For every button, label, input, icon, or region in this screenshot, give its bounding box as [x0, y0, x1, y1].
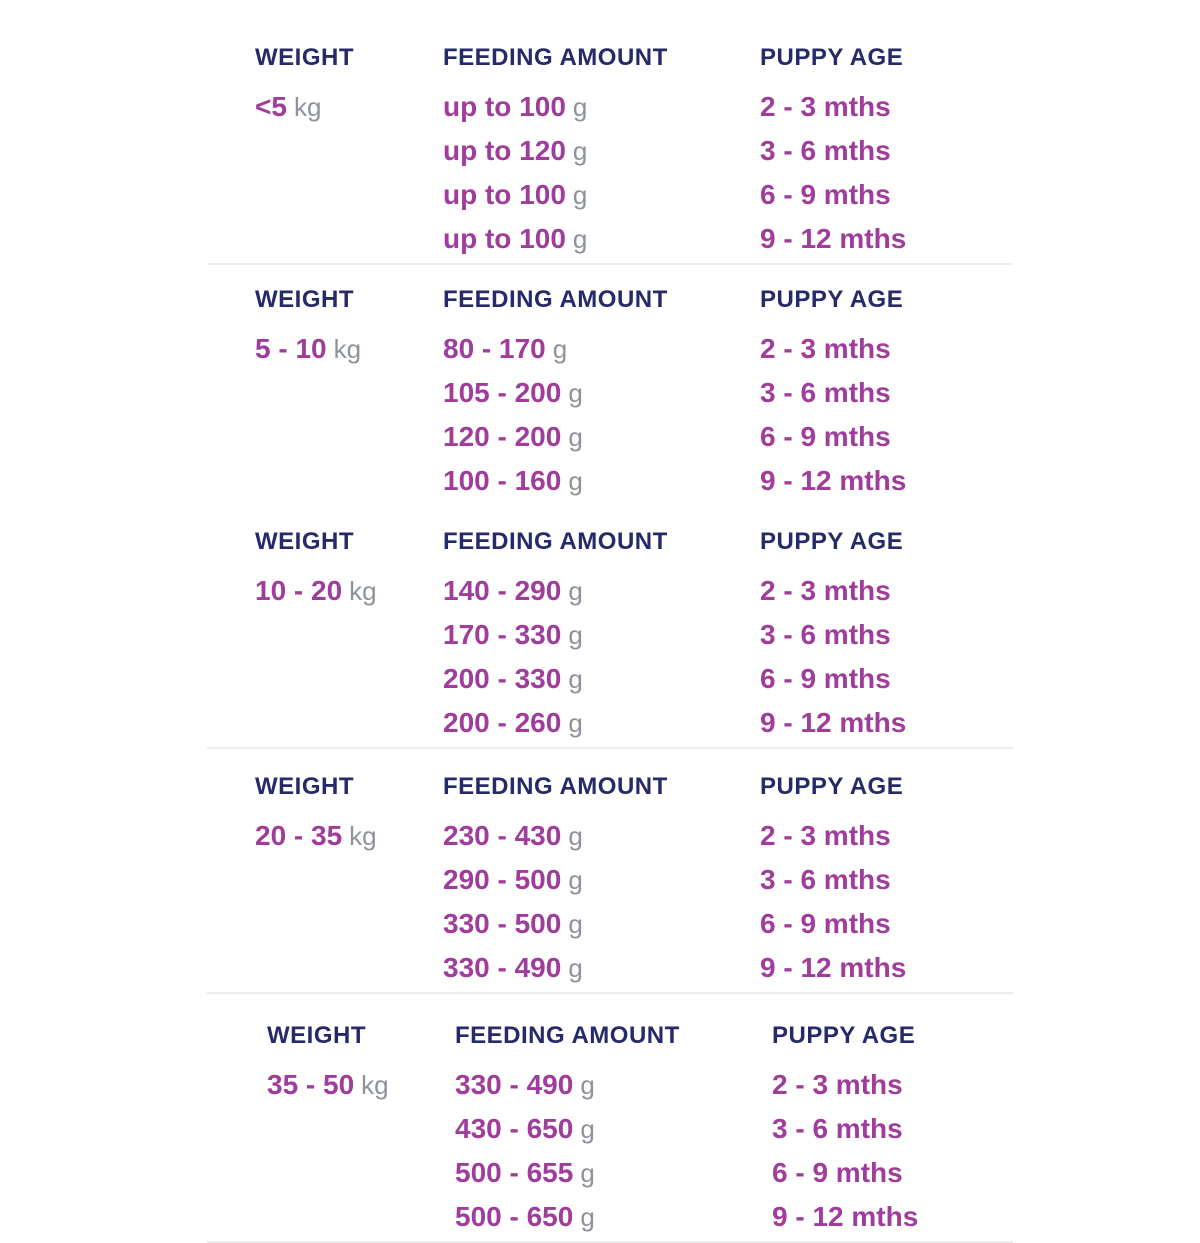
feeding-amount-unit: g [568, 620, 583, 650]
table-row [255, 860, 1013, 904]
puppy-age-value: 3 - 6 mths [760, 135, 891, 166]
section-header-row [255, 45, 1013, 71]
weight-section [207, 994, 1013, 1243]
feeding-amount-unit: g [580, 1070, 595, 1100]
puppy-age-cell [760, 219, 1013, 263]
puppy-age-value: 2 - 3 mths [760, 91, 891, 122]
feeding-amount-value: 80 - 170 [443, 333, 546, 364]
puppy-age-value: 6 - 9 mths [760, 421, 891, 452]
feeding-amount-value: 100 - 160 [443, 465, 562, 496]
weight-value: 20 - 35 [255, 820, 343, 851]
feeding-amount-cell [443, 615, 760, 659]
weight-section [207, 265, 1013, 505]
puppy-age-cell [760, 860, 1013, 904]
feeding-amount-value: 120 - 200 [443, 421, 562, 452]
feeding-amount-value: up to 120 [443, 135, 566, 166]
feeding-amount-cell [455, 1109, 772, 1153]
puppy-age-value: 2 - 3 mths [760, 575, 891, 606]
weight-value: 35 - 50 [267, 1069, 355, 1100]
feeding-amount-cell [443, 175, 760, 219]
feeding-amount-value: 200 - 260 [443, 707, 562, 738]
weight-value: 10 - 20 [255, 575, 343, 606]
feeding-amount-unit: g [552, 334, 568, 364]
feeding-amount-value: up to 100 [443, 223, 566, 254]
puppy-age-header: PUPPY AGE [772, 1022, 916, 1049]
puppy-age-cell [760, 461, 1013, 505]
feeding-amount-cell [443, 417, 760, 461]
puppy-age-value: 6 - 9 mths [760, 908, 891, 939]
puppy-age-header: PUPPY AGE [760, 528, 904, 555]
puppy-age-value: 9 - 12 mths [760, 952, 907, 983]
puppy-age-cell [772, 1197, 1013, 1241]
table-row [267, 1109, 1013, 1153]
weight-value: <5 [255, 91, 287, 122]
weight-cell [255, 703, 443, 747]
weight-header: WEIGHT [255, 773, 354, 800]
feeding-amount-cell [443, 571, 760, 615]
table-row [255, 417, 1013, 461]
table-row [255, 87, 1013, 131]
feeding-amount-unit: g [568, 821, 583, 851]
feeding-amount-unit: g [568, 664, 583, 694]
feeding-amount-unit: g [580, 1114, 595, 1144]
weight-section [207, 0, 1013, 265]
weight-cell [255, 571, 443, 615]
weight-cell [255, 175, 443, 219]
feeding-amount-unit: g [568, 953, 583, 983]
puppy-age-value: 3 - 6 mths [760, 619, 891, 650]
section-header-row [255, 529, 1013, 555]
weight-unit: kg [361, 1070, 389, 1100]
puppy-age-cell [760, 703, 1013, 747]
feeding-amount-value: 105 - 200 [443, 377, 562, 408]
table-row [255, 703, 1013, 747]
feeding-amount-cell [455, 1065, 772, 1109]
weight-header: WEIGHT [267, 1022, 366, 1049]
feeding-amount-value: 330 - 490 [443, 952, 562, 983]
weight-value: 5 - 10 [255, 333, 327, 364]
feeding-amount-cell [443, 860, 760, 904]
table-row [255, 659, 1013, 703]
weight-cell [255, 131, 443, 175]
table-row [255, 175, 1013, 219]
puppy-age-cell [760, 131, 1013, 175]
weight-header: WEIGHT [255, 44, 354, 71]
puppy-age-value: 2 - 3 mths [760, 820, 891, 851]
weight-header: WEIGHT [255, 286, 354, 313]
puppy-age-header: PUPPY AGE [760, 44, 904, 71]
weight-unit: kg [333, 334, 362, 364]
weight-section [207, 749, 1013, 994]
table-row [255, 461, 1013, 505]
weight-cell [255, 948, 443, 992]
feeding-amount-unit: g [572, 92, 588, 122]
weight-cell [267, 1153, 455, 1197]
weight-cell [255, 659, 443, 703]
feeding-amount-value: 330 - 500 [443, 908, 562, 939]
feeding-amount-cell [443, 329, 760, 373]
feeding-amount-cell [443, 87, 760, 131]
puppy-age-value: 3 - 6 mths [772, 1113, 903, 1144]
feeding-amount-unit: g [568, 378, 583, 408]
puppy-age-cell [760, 571, 1013, 615]
puppy-age-value: 2 - 3 mths [760, 333, 891, 364]
section-header-row [267, 1023, 1013, 1049]
feeding-amount-unit: g [568, 865, 583, 895]
puppy-age-cell [760, 659, 1013, 703]
feeding-amount-unit: g [568, 909, 583, 939]
feeding-amount-value: 290 - 500 [443, 864, 562, 895]
puppy-age-value: 9 - 12 mths [760, 465, 907, 496]
feeding-amount-unit: g [572, 224, 588, 254]
feeding-amount-cell [443, 131, 760, 175]
puppy-age-cell [760, 948, 1013, 992]
weight-cell [255, 816, 443, 860]
feeding-amount-value: up to 100 [443, 91, 566, 122]
weight-cell [255, 219, 443, 263]
feeding-amount-header: FEEDING AMOUNT [443, 286, 668, 313]
feeding-amount-unit: g [568, 422, 583, 452]
table-row [255, 329, 1013, 373]
weight-cell [255, 373, 443, 417]
puppy-age-cell [760, 87, 1013, 131]
feeding-amount-header: FEEDING AMOUNT [443, 44, 668, 71]
feeding-amount-cell [443, 373, 760, 417]
weight-cell [255, 615, 443, 659]
feeding-amount-header: FEEDING AMOUNT [443, 773, 668, 800]
table-row [255, 373, 1013, 417]
feeding-amount-cell [443, 904, 760, 948]
puppy-age-value: 3 - 6 mths [760, 377, 891, 408]
puppy-age-value: 6 - 9 mths [760, 663, 891, 694]
puppy-age-value: 9 - 12 mths [760, 223, 907, 254]
puppy-age-cell [760, 417, 1013, 461]
weight-unit: kg [349, 821, 377, 851]
table-row [255, 816, 1013, 860]
feeding-amount-unit: g [580, 1202, 595, 1232]
table-row [267, 1065, 1013, 1109]
feeding-guide-table [207, 0, 1013, 1243]
feeding-amount-value: 230 - 430 [443, 820, 562, 851]
weight-cell [267, 1065, 455, 1109]
puppy-age-cell [760, 816, 1013, 860]
table-row [255, 571, 1013, 615]
section-header-row [255, 774, 1013, 800]
puppy-age-header: PUPPY AGE [760, 286, 904, 313]
weight-section [207, 505, 1013, 749]
table-row [255, 219, 1013, 263]
feeding-amount-cell [455, 1197, 772, 1241]
feeding-amount-value: 140 - 290 [443, 575, 562, 606]
puppy-age-value: 2 - 3 mths [772, 1069, 903, 1100]
puppy-age-value: 6 - 9 mths [760, 179, 891, 210]
feeding-amount-unit: g [568, 576, 583, 606]
puppy-age-value: 9 - 12 mths [772, 1201, 919, 1232]
feeding-amount-unit: g [580, 1158, 595, 1188]
table-row [255, 615, 1013, 659]
feeding-amount-value: 430 - 650 [455, 1113, 574, 1144]
weight-cell [255, 461, 443, 505]
puppy-age-cell [760, 329, 1013, 373]
weight-cell [255, 329, 443, 373]
table-row [255, 904, 1013, 948]
feeding-amount-value: 500 - 655 [455, 1157, 574, 1188]
feeding-amount-value: 330 - 490 [455, 1069, 574, 1100]
feeding-amount-cell [455, 1153, 772, 1197]
puppy-age-header: PUPPY AGE [760, 773, 904, 800]
puppy-age-cell [760, 175, 1013, 219]
section-header-row [255, 287, 1013, 313]
feeding-amount-cell [443, 703, 760, 747]
puppy-age-cell [772, 1065, 1013, 1109]
puppy-age-cell [760, 904, 1013, 948]
table-row [255, 948, 1013, 992]
puppy-age-value: 6 - 9 mths [772, 1157, 903, 1188]
weight-header: WEIGHT [255, 528, 354, 555]
feeding-amount-header: FEEDING AMOUNT [455, 1022, 680, 1049]
weight-cell [255, 87, 443, 131]
feeding-amount-unit: g [572, 136, 588, 166]
puppy-age-value: 3 - 6 mths [760, 864, 891, 895]
puppy-age-value: 9 - 12 mths [760, 707, 907, 738]
weight-cell [255, 417, 443, 461]
weight-cell [267, 1197, 455, 1241]
puppy-age-cell [772, 1153, 1013, 1197]
feeding-amount-cell [443, 461, 760, 505]
feeding-amount-value: 200 - 330 [443, 663, 562, 694]
puppy-age-cell [760, 373, 1013, 417]
weight-unit: kg [293, 92, 322, 122]
puppy-age-cell [772, 1109, 1013, 1153]
feeding-amount-value: 500 - 650 [455, 1201, 574, 1232]
feeding-amount-value: up to 100 [443, 179, 566, 210]
weight-unit: kg [349, 576, 377, 606]
table-row [267, 1153, 1013, 1197]
feeding-amount-unit: g [568, 708, 583, 738]
table-row [267, 1197, 1013, 1241]
feeding-amount-unit: g [568, 466, 583, 496]
feeding-amount-cell [443, 659, 760, 703]
feeding-amount-cell [443, 948, 760, 992]
feeding-amount-cell [443, 219, 760, 263]
feeding-amount-cell [443, 816, 760, 860]
weight-cell [267, 1109, 455, 1153]
weight-cell [255, 860, 443, 904]
puppy-age-cell [760, 615, 1013, 659]
feeding-amount-header: FEEDING AMOUNT [443, 528, 668, 555]
table-row [255, 131, 1013, 175]
feeding-amount-value: 170 - 330 [443, 619, 562, 650]
feeding-amount-unit: g [572, 180, 588, 210]
weight-cell [255, 904, 443, 948]
